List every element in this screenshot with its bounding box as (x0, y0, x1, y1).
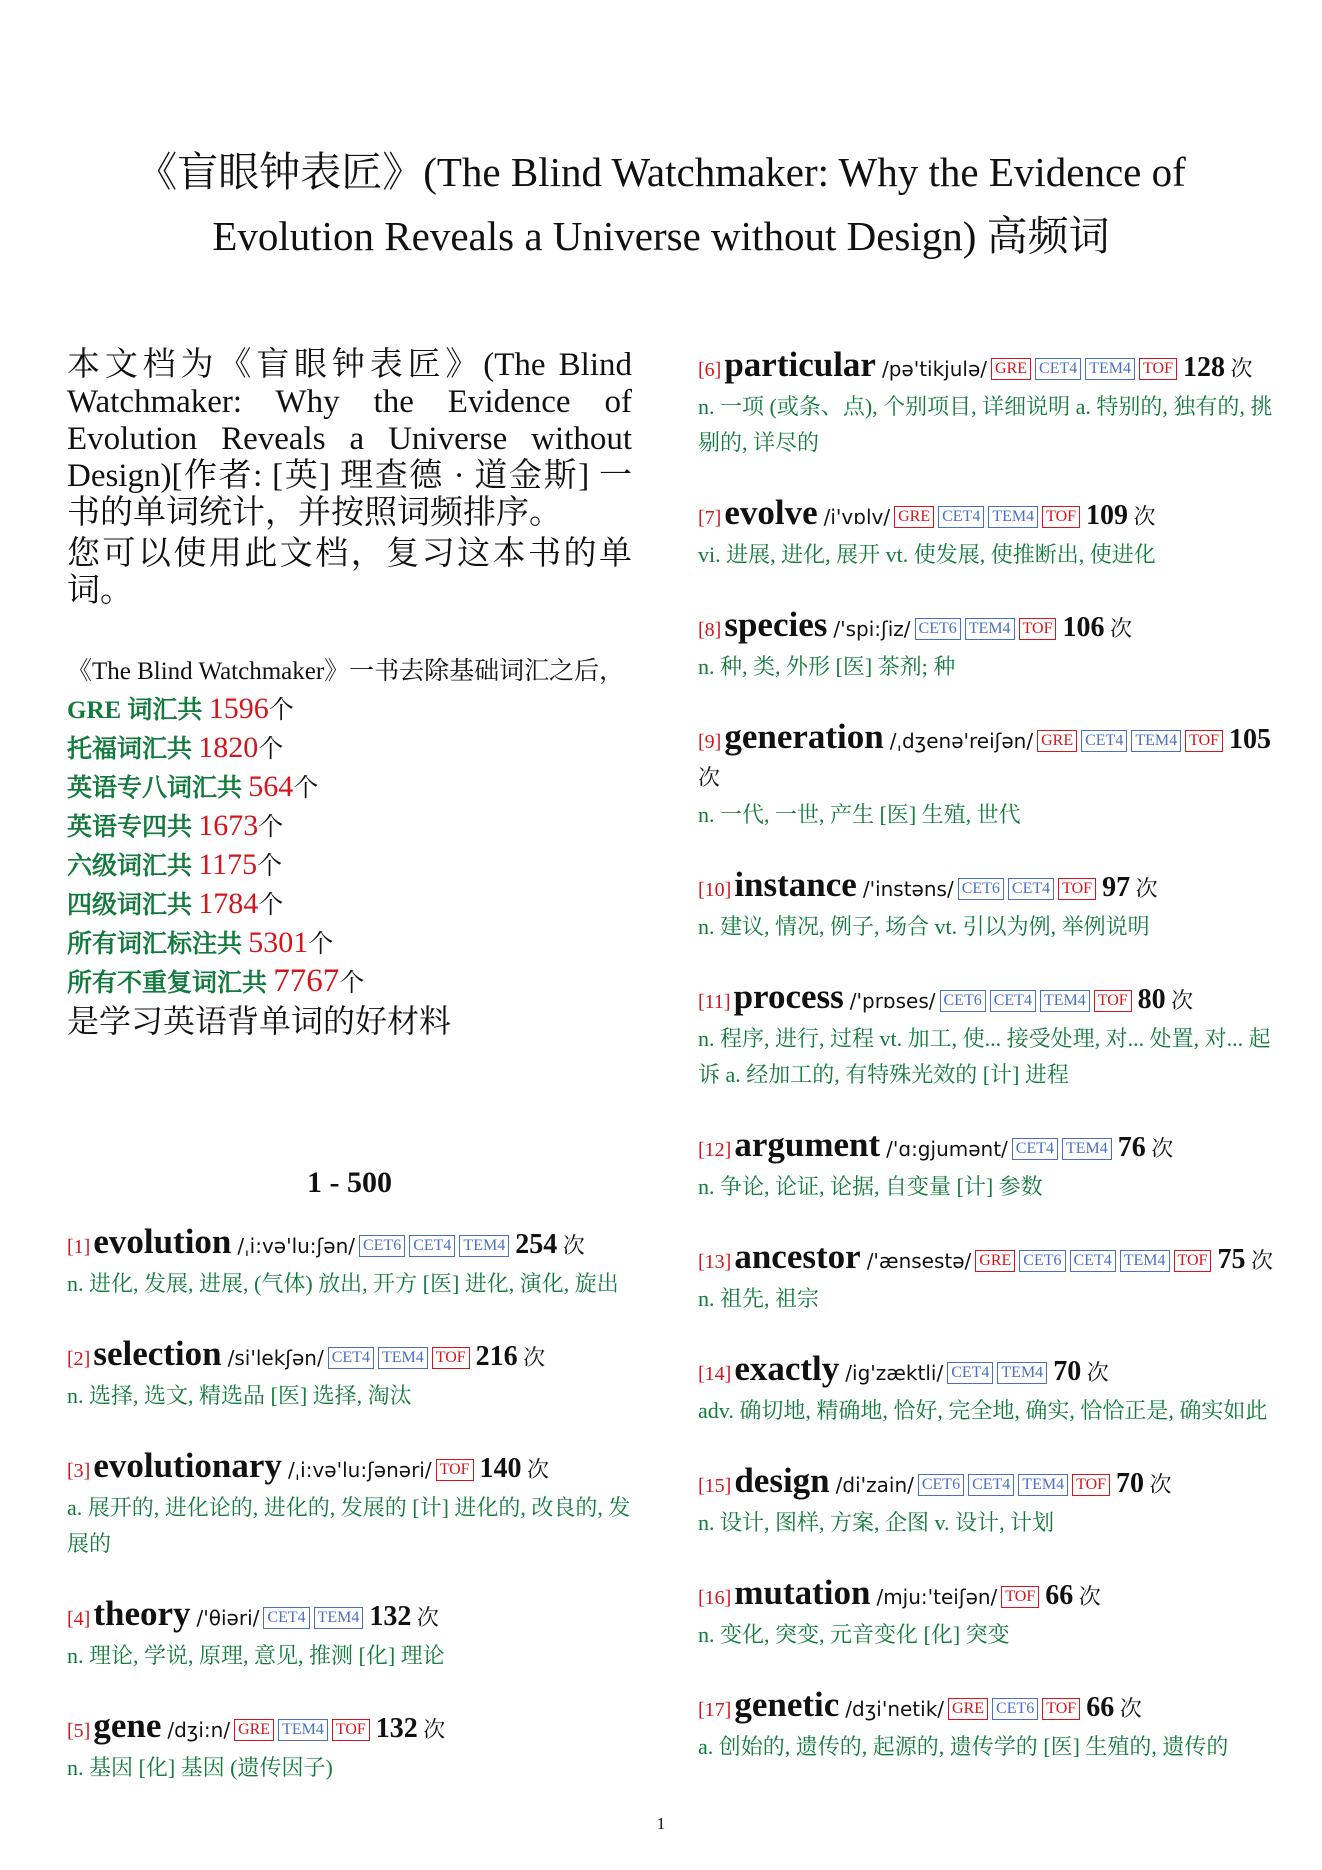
stat-unit: 个 (339, 970, 365, 997)
word-entry (698, 1687, 1273, 1765)
exam-tag: GRE (894, 506, 934, 528)
entry-definition: n. 一项 (或条、点), 个别项目, 详细说明 a. 特别的, 独有的, 挑剔的, 详尽的 (698, 394, 1273, 455)
entry-definition: n. 一代, 一世, 产生 [医] 生殖, 世代 (698, 802, 1021, 827)
exam-tag: CET4 (1008, 878, 1054, 900)
entry-head (67, 1224, 632, 1265)
entry-phonetic: /'instəns/ (862, 877, 954, 901)
stat-label: 六级词汇共 (67, 853, 199, 880)
stat-unit: 个 (308, 931, 334, 958)
entry-definition: n. 祖先, 祖宗 (698, 1286, 820, 1311)
stat-cet4 (67, 885, 632, 924)
entry-head (698, 607, 1273, 648)
left-column (67, 347, 632, 1820)
title-line-2: Evolution Reveals a Universe without Design) 高频词 (212, 213, 1110, 259)
entry-word: evolution (93, 1222, 232, 1261)
word-entry (67, 1448, 632, 1562)
entry-word: design (734, 1461, 830, 1500)
exam-tag: TEM4 (1040, 990, 1090, 1012)
entry-index: [16] (698, 1587, 732, 1609)
entry-count: 70 (1116, 1468, 1145, 1499)
right-column (698, 347, 1273, 1799)
entry-count: 128 (1182, 352, 1225, 383)
entry-definition: n. 基因 [化] 基因 (遗传因子) (67, 1755, 333, 1780)
stat-label: GRE 词汇共 (67, 697, 209, 724)
entry-phonetic: /'spi:ʃiz/ (833, 617, 911, 641)
exam-tag: CET4 (947, 1362, 993, 1384)
exam-tag: CET6 (940, 990, 986, 1012)
exam-tag: CET4 (968, 1474, 1014, 1496)
exam-tag: CET6 (918, 1474, 964, 1496)
exam-tag: GRE (234, 1719, 274, 1741)
exam-tag: TEM4 (1062, 1138, 1112, 1160)
entry-index: [1] (67, 1236, 91, 1258)
entry-head (698, 867, 1273, 908)
entry-phonetic: /ig'zæktli/ (845, 1361, 944, 1385)
entry-index: [5] (67, 1720, 91, 1742)
entry-count: 97 (1102, 872, 1131, 903)
count-unit: 次 (1078, 1584, 1101, 1609)
entry-word: gene (93, 1706, 162, 1745)
entry-count: 105 (1229, 724, 1272, 755)
exam-tag: GRE (948, 1698, 988, 1720)
exam-tag: TEM4 (1085, 358, 1135, 380)
stat-unique (67, 963, 632, 1002)
stat-tem4 (67, 807, 632, 846)
vocabulary-stats (67, 654, 632, 1040)
count-unit: 次 (527, 1457, 550, 1482)
stat-label: 所有词汇标注共 (67, 931, 249, 958)
entry-index: [6] (698, 359, 722, 381)
exam-tag: CET4 (328, 1347, 374, 1369)
word-entry (67, 1596, 632, 1674)
stat-label: 英语专八词汇共 (67, 775, 249, 802)
exam-tag: TEM4 (378, 1347, 428, 1369)
stat-label: 英语专四共 (67, 814, 199, 841)
exam-tag: CET4 (1070, 1250, 1116, 1272)
document-title (70, 140, 1252, 268)
entry-definition: n. 理论, 学说, 原理, 意见, 推测 [化] 理论 (67, 1643, 445, 1668)
exam-tag: TEM4 (988, 506, 1038, 528)
count-unit: 次 (1133, 504, 1156, 529)
exam-tag: TEM4 (965, 618, 1015, 640)
entry-definition: a. 创始的, 遗传的, 起源的, 遗传学的 [医] 生殖的, 遗传的 (698, 1734, 1229, 1759)
exam-tag: CET6 (992, 1698, 1038, 1720)
entry-head (698, 495, 1273, 536)
entry-phonetic: /'prɒses/ (849, 989, 936, 1013)
entry-definition: n. 争论, 论证, 论据, 自变量 [计] 参数 (698, 1174, 1043, 1199)
stat-label: 所有不重复词汇共 (67, 970, 274, 997)
entry-phonetic: /dʒi'netik/ (845, 1697, 945, 1721)
exam-tag: TOF (1139, 358, 1177, 380)
stat-value: 1596 (208, 692, 269, 725)
exam-tag: TEM4 (1131, 730, 1181, 752)
count-unit: 次 (1109, 616, 1132, 641)
entry-definition: adv. 确切地, 精确地, 恰好, 完全地, 确实, 恰恰正是, 确实如此 (698, 1398, 1268, 1423)
entry-word: particular (724, 345, 876, 384)
stat-value: 1175 (198, 848, 258, 881)
exam-tag: TEM4 (278, 1719, 328, 1741)
entry-phonetic: /dʒi:n/ (167, 1718, 231, 1742)
entry-head (67, 1708, 632, 1749)
stat-value: 1820 (198, 731, 259, 764)
range-heading: 1 - 500 (307, 1166, 392, 1199)
count-unit: 次 (416, 1605, 439, 1630)
stat-unit: 个 (293, 775, 319, 802)
count-unit: 次 (1171, 988, 1194, 1013)
entry-index: [15] (698, 1475, 732, 1497)
entry-word: selection (93, 1334, 222, 1373)
entry-phonetic: /'ænsestə/ (866, 1249, 972, 1273)
entry-word: genetic (734, 1685, 840, 1724)
stat-gre (67, 690, 632, 729)
word-entry (698, 1575, 1273, 1653)
stat-value: 1784 (198, 887, 259, 920)
entry-index: [8] (698, 619, 722, 641)
exam-tag: CET4 (1012, 1138, 1058, 1160)
entry-word: generation (724, 717, 884, 756)
exam-tag: TOF (1042, 1698, 1080, 1720)
stat-value: 1673 (198, 809, 259, 842)
entry-definition: n. 建议, 情况, 例子, 场合 vt. 引以为例, 举例说明 (698, 914, 1150, 939)
exam-tag: TOF (1042, 506, 1080, 528)
entry-head (698, 347, 1273, 388)
entry-index: [13] (698, 1251, 732, 1273)
word-entry (698, 607, 1273, 685)
count-unit: 次 (1250, 1248, 1273, 1273)
entry-definition: n. 程序, 进行, 过程 vt. 加工, 使... 接受处理, 对... 处置, 对... 起诉 a. 经加工的, 有特殊光效的 [计] 进程 (698, 1026, 1271, 1087)
word-entry (67, 1336, 632, 1414)
entry-definition: n. 设计, 图样, 方案, 企图 v. 设计, 计划 (698, 1510, 1055, 1535)
word-entry (67, 1708, 632, 1786)
stat-toefl (67, 729, 632, 768)
entry-count: 66 (1045, 1580, 1074, 1611)
entry-word: mutation (734, 1573, 871, 1612)
entry-definition: n. 选择, 选文, 精选品 [医] 选择, 淘汰 (67, 1383, 412, 1408)
word-list-right (698, 347, 1273, 1765)
count-unit: 次 (698, 765, 721, 790)
entry-phonetic: /ˌi:və'lu:ʃənəri/ (287, 1458, 432, 1482)
count-unit: 次 (562, 1233, 585, 1258)
count-unit: 次 (523, 1345, 546, 1370)
entry-word: evolutionary (93, 1446, 282, 1485)
exam-tag: TOF (1019, 618, 1057, 640)
entry-phonetic: /i'vɒlv/ (823, 505, 891, 529)
entry-index: [10] (698, 879, 732, 901)
exam-tag: CET4 (938, 506, 984, 528)
entry-count: 75 (1217, 1244, 1246, 1275)
stats-lead: 《The Blind Watchmaker》一书去除基础词汇之后， (67, 658, 625, 685)
exam-tag: CET4 (263, 1607, 309, 1629)
word-entry (698, 1127, 1273, 1205)
word-entry (698, 979, 1273, 1093)
stats-closing: 是学习英语背单词的好材料 (67, 1003, 452, 1039)
entry-phonetic: /ˌi:və'lu:ʃən/ (237, 1234, 355, 1258)
entry-count: 106 (1062, 612, 1105, 643)
stat-tem8 (67, 768, 632, 807)
entry-index: [17] (698, 1699, 732, 1721)
stat-unit: 个 (268, 697, 294, 724)
exam-tag: TOF (332, 1719, 370, 1741)
count-unit: 次 (423, 1717, 446, 1742)
entry-count: 109 (1086, 500, 1129, 531)
count-unit: 次 (1086, 1360, 1109, 1385)
entry-definition: n. 进化, 发展, 进展, (气体) 放出, 开方 [医] 进化, 演化, 旋出 (67, 1271, 619, 1296)
exam-tag: TOF (1072, 1474, 1110, 1496)
count-unit: 次 (1230, 356, 1253, 381)
entry-head (698, 979, 1273, 1020)
entry-definition: vi. 进展, 进化, 展开 vt. 使发展, 使推断出, 使进化 (698, 542, 1156, 567)
exam-tag: TEM4 (314, 1607, 364, 1629)
entry-count: 132 (369, 1601, 412, 1632)
entry-count: 254 (515, 1229, 558, 1260)
entry-index: [12] (698, 1139, 732, 1161)
entry-index: [11] (698, 991, 731, 1013)
entry-head (67, 1336, 632, 1377)
entry-count: 216 (475, 1341, 518, 1372)
stat-label: 托福词汇共 (67, 736, 199, 763)
exam-tag: TEM4 (1018, 1474, 1068, 1496)
exam-tag: CET6 (915, 618, 961, 640)
entry-word: ancestor (734, 1237, 861, 1276)
entry-count: 66 (1086, 1692, 1115, 1723)
entry-head (698, 1687, 1273, 1728)
exam-tag: TOF (1185, 730, 1223, 752)
entry-phonetic: /ˌdʒenə'reiʃən/ (889, 729, 1034, 753)
entry-phonetic: /pə'tikjulə/ (881, 357, 988, 381)
entry-phonetic: /'ɑ:gjumənt/ (886, 1137, 1008, 1161)
word-entry (698, 1351, 1273, 1429)
stat-value: 564 (248, 770, 294, 803)
entry-head (698, 1463, 1273, 1504)
count-unit: 次 (1135, 876, 1158, 901)
entry-word: process (733, 977, 844, 1016)
count-unit: 次 (1119, 1696, 1142, 1721)
stat-value: 5301 (248, 926, 309, 959)
entry-word: species (724, 605, 828, 644)
intro-paragraph: 本文档为《盲眼钟表匠》(The Blind Watchmaker: Why the Evidence of Evolution Reveals a Universe without Design)[作者: [英] 理查德 · 道金斯] 一书的单词统计，并按照词频排序。 (67, 347, 632, 531)
entry-head (67, 1448, 632, 1489)
entry-head (698, 719, 1273, 796)
exam-tag: TEM4 (1120, 1250, 1170, 1272)
entry-index: [9] (698, 731, 722, 753)
entry-phonetic: /mju:'teiʃən/ (876, 1585, 998, 1609)
entry-head (698, 1239, 1273, 1280)
word-entry (698, 1463, 1273, 1541)
entry-definition: n. 变化, 突变, 元音变化 [化] 突变 (698, 1622, 1010, 1647)
exam-tag: CET4 (1035, 358, 1081, 380)
entry-word: exactly (734, 1349, 840, 1388)
exam-tag: TOF (1174, 1250, 1212, 1272)
entry-head (67, 1596, 632, 1637)
stat-unit: 个 (257, 853, 283, 880)
count-unit: 次 (1149, 1472, 1172, 1497)
entry-definition: n. 种, 类, 外形 [医] 茶剂; 种 (698, 654, 956, 679)
exam-tag: CET4 (1081, 730, 1127, 752)
entry-definition: a. 展开的, 进化论的, 进化的, 发展的 [计] 进化的, 改良的, 发展的 (67, 1495, 631, 1556)
entry-index: [4] (67, 1608, 91, 1630)
count-unit: 次 (1151, 1136, 1174, 1161)
entry-count: 76 (1117, 1132, 1146, 1163)
exam-tag: TEM4 (459, 1235, 509, 1257)
stat-unit: 个 (258, 736, 284, 763)
intro-note: 您可以使用此文档，复习这本书的单词。 (67, 536, 632, 609)
exam-tag: GRE (1037, 730, 1077, 752)
entry-index: [7] (698, 507, 722, 529)
stat-unit: 个 (258, 814, 284, 841)
exam-tag: TOF (432, 1347, 470, 1369)
stat-all-tagged (67, 924, 632, 963)
exam-tag: CET6 (359, 1235, 405, 1257)
entry-count: 140 (479, 1453, 522, 1484)
word-entry (698, 867, 1273, 945)
entry-index: [14] (698, 1363, 732, 1385)
exam-tag: TEM4 (997, 1362, 1047, 1384)
entry-word: argument (734, 1125, 881, 1164)
exam-tag: TOF (1001, 1586, 1039, 1608)
exam-tag: GRE (975, 1250, 1015, 1272)
stat-unit: 个 (258, 892, 284, 919)
stat-label: 四级词汇共 (67, 892, 199, 919)
exam-tag: CET6 (1019, 1250, 1065, 1272)
stat-value: 7767 (273, 963, 340, 999)
stat-cet6 (67, 846, 632, 885)
entry-phonetic: /di'zain/ (835, 1473, 914, 1497)
page-number: 1 (656, 1814, 666, 1833)
entry-count: 132 (375, 1713, 418, 1744)
exam-tag: GRE (991, 358, 1031, 380)
word-entry (698, 495, 1273, 573)
word-list-left (67, 1224, 632, 1786)
entry-index: [3] (67, 1460, 91, 1482)
exam-tag: TOF (436, 1459, 474, 1481)
entry-count: 70 (1053, 1356, 1082, 1387)
exam-tag: CET6 (958, 878, 1004, 900)
entry-head (698, 1127, 1273, 1168)
entry-index: [2] (67, 1348, 91, 1370)
entry-word: instance (734, 865, 857, 904)
exam-tag: TOF (1094, 990, 1132, 1012)
entry-phonetic: /'θiəri/ (196, 1606, 260, 1630)
entry-head (698, 1351, 1273, 1392)
entry-phonetic: /si'lekʃən/ (227, 1346, 324, 1370)
entry-head (698, 1575, 1273, 1616)
entry-count: 80 (1137, 984, 1166, 1015)
exam-tag: CET4 (990, 990, 1036, 1012)
exam-tag: CET4 (409, 1235, 455, 1257)
entry-word: evolve (724, 493, 818, 532)
title-line-1: 《盲眼钟表匠》(The Blind Watchmaker: Why the Evidence of (136, 149, 1186, 195)
entry-word: theory (93, 1594, 191, 1633)
word-entry (67, 1224, 632, 1302)
word-entry (698, 1239, 1273, 1317)
word-entry (698, 347, 1273, 461)
exam-tag: TOF (1058, 878, 1096, 900)
word-entry (698, 719, 1273, 833)
